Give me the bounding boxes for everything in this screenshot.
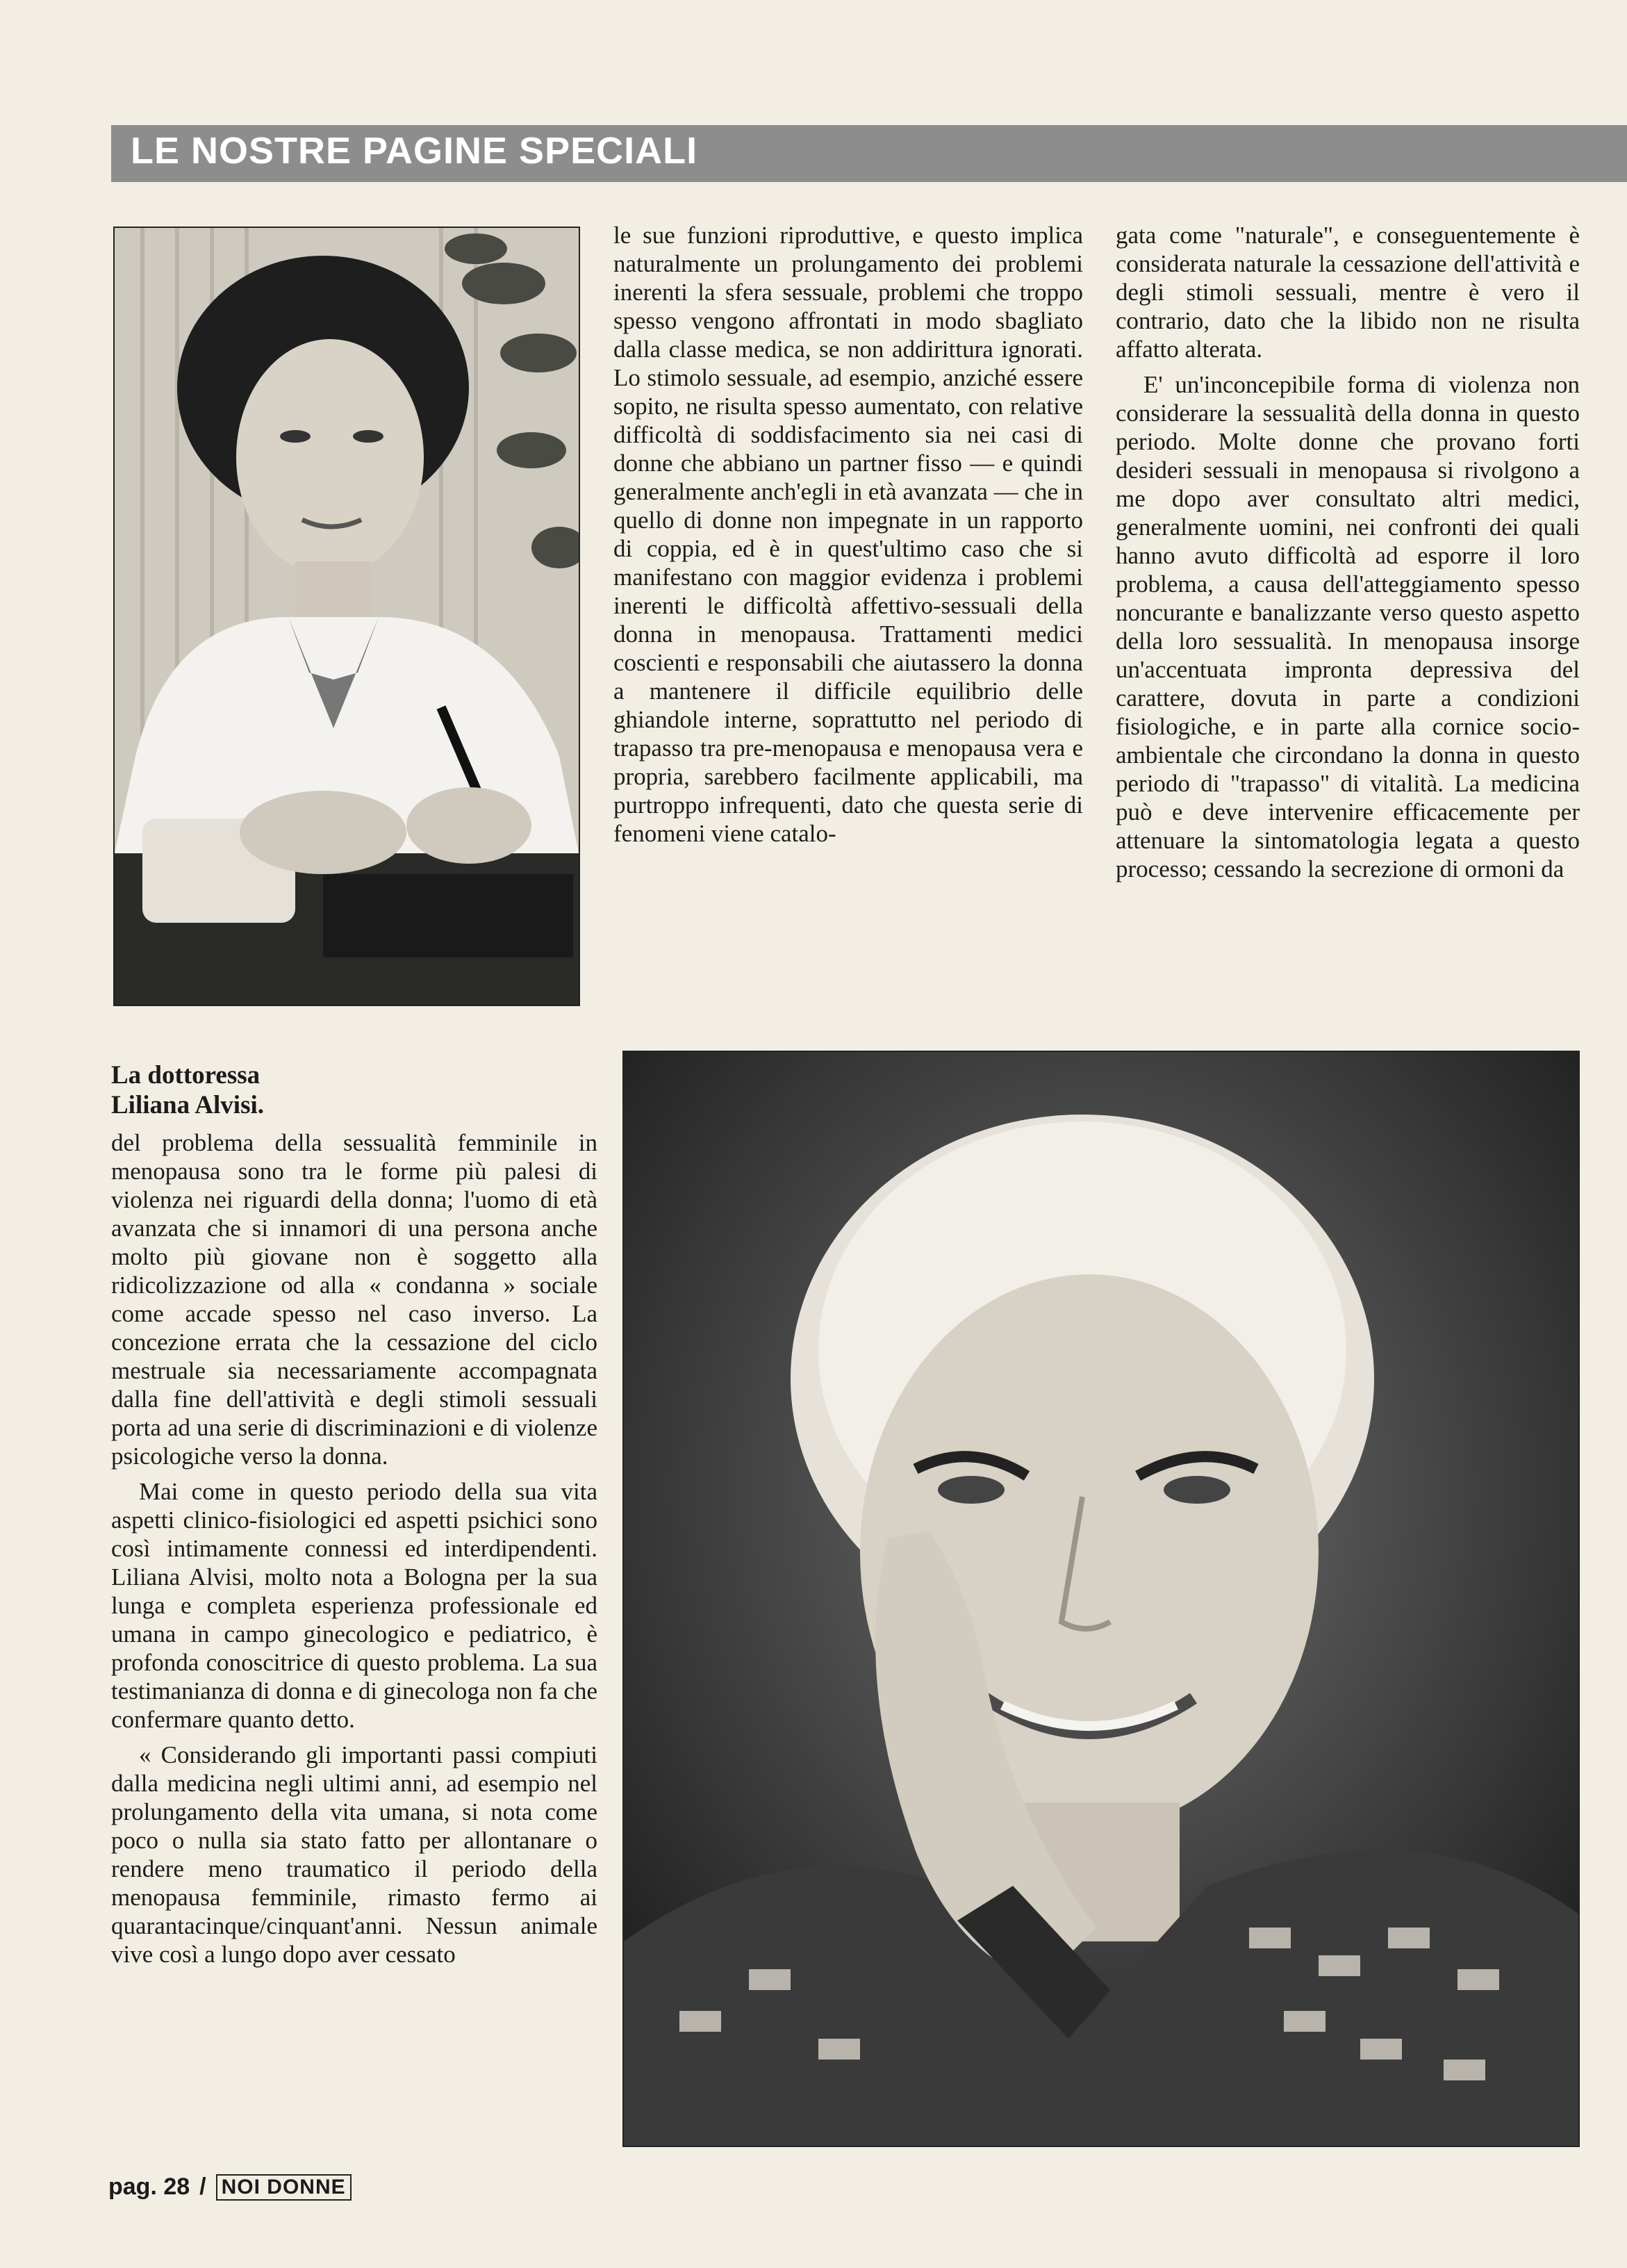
page-footer — [108, 2174, 352, 2201]
caption-line-1: La dottoressa — [111, 1061, 261, 1090]
article-paragraph: del problema della sessualità femminile in menopausa sono tra le forme più palesi di violenza nei riguardi della donna; l'uomo di età avanzata che si innamori di una persona anche molto più giovane non è soggetto alla ridicolizzazione od alla « condanna » sociale come accade spesso nel caso inverso. La concezione errata che la cessazione del ciclo mestruale sia necessariamente accompagnata dalla fine dell'attività e degli stimoli sessuali porta ad una serie di discriminazioni e di violenze psicologiche verso la donna. — [111, 1129, 597, 1470]
article-paragraph: gata come "naturale", e conseguentemente è considerata naturale la cessazione dell'attività e degli stimoli sessuali, mentre è vero il contrario, dato che la libido non ne risulta affatto alterata. — [1116, 222, 1580, 363]
photo-caption — [111, 1060, 528, 1120]
section-title: LE NOSTRE PAGINE SPECIALI — [131, 130, 698, 172]
magazine-logo: NOI DONNE — [216, 2174, 352, 2201]
article-paragraph: « Considerando gli importanti passi compiuti dalla medicina negli ultimi anni, ad esempio nel prolungamento della vita umana, si nota come poco o nulla sia stato fatto per allontanare o rendere meno traumatico il periodo della menopausa femminile, rimasto fermo ai quarantacinque/cinquant'anni. Nessun animale vive così a lungo dopo aver cessato — [111, 1741, 597, 1968]
doctor-portrait-image — [115, 228, 579, 1005]
page-number: pag. 28 — [108, 2174, 190, 2200]
woman-portrait-photo — [622, 1051, 1580, 2147]
article-paragraph: E' un'inconcepibile forma di violenza non considerare la sessualità della donna in questo periodo. Molte donne che provano forti desideri sessuali in menopausa si rivolgono a me dopo aver consultato altri medici, generalmente uomini, nei confronti dei quali hanno avuto difficoltà ad esporre il loro problema, a causa dell'atteggiamento spesso noncurante e banalizzante verso questo aspetto della loro sessualità. In menopausa insorge un'accentuata impronta depressiva del carattere, dovuta in parte a condizioni fisiologiche, e in parte alla cornice socio-ambientale che circondano la donna in questo periodo di "trapasso" di vitalità. La medicina può e deve intervenire efficacemente per attenuare la sintomatologia legata a questo processo; cessando la secrezione di ormoni da — [1116, 371, 1580, 882]
article-column-right — [1116, 221, 1580, 1013]
doctor-portrait-photo — [113, 227, 580, 1006]
section-header-bar — [111, 125, 1627, 182]
article-paragraph: Mai come in questo periodo della sua vita aspetti clinico-fisiologici ed aspetti psichici sono così intimamente connessi ed interdipendenti. Liliana Alvisi, molto nota a Bologna per la sua lunga e completa esperienza professionale ed umana in campo ginecologico e pediatrico, è profonda conoscitrice di questo problema. La sua testimanianza di donna e di ginecologa non fa che confermare quanto detto. — [111, 1478, 597, 1733]
article-column-middle — [613, 221, 1083, 1013]
article-column-left — [111, 1128, 597, 2150]
footer-separator: / — [199, 2174, 206, 2200]
article-paragraph: le sue funzioni riproduttive, e questo implica naturalmente un prolungamento dei problemi inerenti la sfera sessuale, problemi che troppo spesso vengono affrontati in modo sbagliato dalla classe medica, se non addirittura ignorati. Lo stimolo sessuale, ad esempio, anziché essere sopito, ne risulta spesso aumentato, con relative difficoltà di soddisfacimento sia nei casi di donne che abbiano un partner fisso — e quindi generalmente anch'egli in età avanzata — che in quello di donne non impegnate in un rapporto di coppia, ed è in quest'ultimo caso che si manifestano con maggior evidenza i problemi inerenti le difficoltà affettivo-sessuali della donna in menopausa. Trattamenti medici coscienti e responsabili che aiutassero la donna a mantenere il difficile equilibrio delle ghiandole interne, soprattutto nel periodo di trapasso tra pre-menopausa e menopausa vera e propria, sarebbero facilmente applicabili, ma purtroppo infrequenti, dato che questa serie di fenomeni viene catalo- — [613, 222, 1083, 847]
woman-portrait-image — [624, 1052, 1578, 2146]
caption-line-2: Liliana Alvisi. — [111, 1091, 265, 1119]
